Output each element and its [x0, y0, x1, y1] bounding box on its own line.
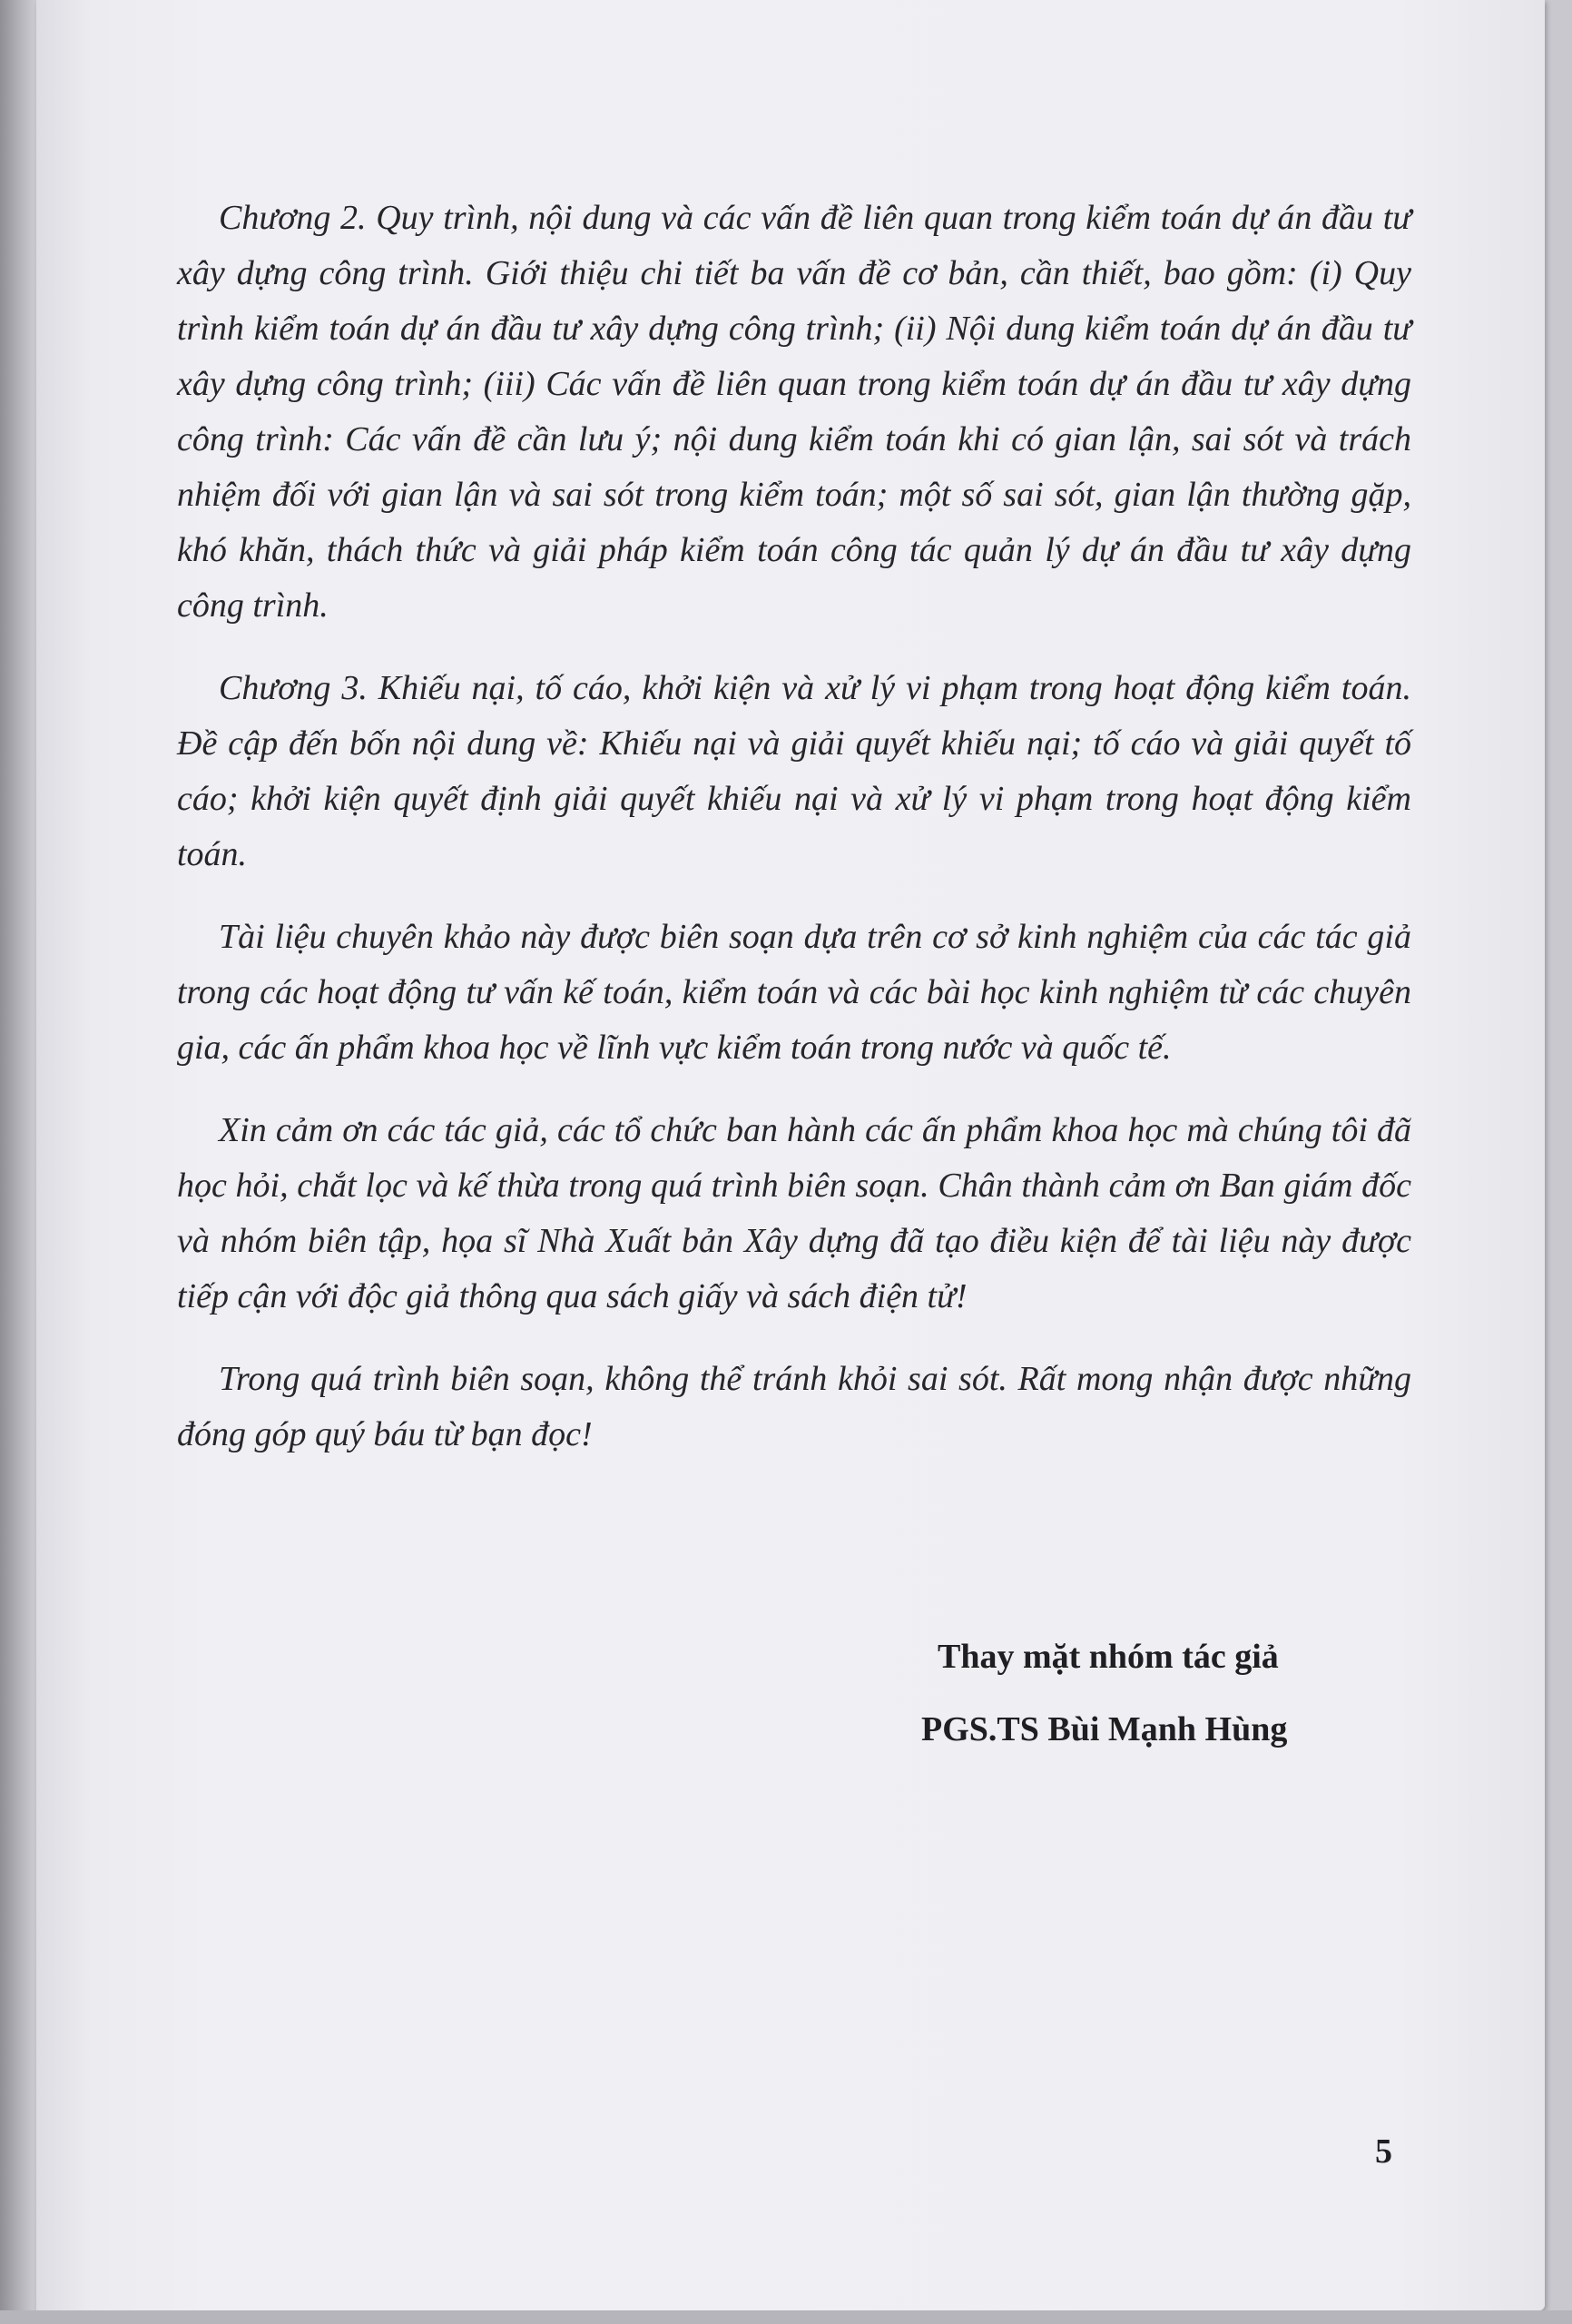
book-page [36, 0, 1545, 2310]
signature-name: PGS.TS Bùi Mạnh Hùng [921, 1710, 1288, 1748]
paragraph-chapter-2: Chương 2. Quy trình, nội dung và các vấn đề liên quan trong kiểm toán dự án đầu tư xây dựng công trình. Giới thiệu chi tiết ba vấn đề cơ bản, cần thiết, bao gồm: (i) Quy trình kiểm toán dự án đầu tư xây dựng công trình; (ii) Nội dung kiểm toán dự án đầu tư xây dựng công trình; (iii) Các vấn đề liên quan trong kiểm toán dự án đầu tư xây dựng công trình: Các vấn đề cần lưu ý; nội dung kiểm toán khi có gian lận, sai sót và trách nhiệm đối với gian lận và sai sót trong kiểm toán; một số sai sót, gian lận thường gặp, khó khăn, thách thức và giải pháp kiểm toán công tác quản lý dự án đầu tư xây dựng công trình. [177, 199, 1411, 625]
paragraph-sources: Tài liệu chuyên khảo này được biên soạn dựa trên cơ sở kinh nghiệm của các tác giả trong các hoạt động tư vấn kế toán, kiểm toán và các bài học kinh nghiệm từ các chuyên gia, các ấn phẩm khoa học về lĩnh vực kiểm toán trong nước và quốc tế. [177, 918, 1411, 1067]
signature-block [921, 1620, 1393, 1766]
page-body [177, 191, 1411, 1490]
paragraph-chapter-3: Chương 3. Khiếu nại, tố cáo, khởi kiện và xử lý vi phạm trong hoạt động kiểm toán. Đề cập đến bốn nội dung về: Khiếu nại và giải quyết khiếu nại; tố cáo và giải quyết tố cáo; khởi kiện quyết định giải quyết khiếu nại và xử lý vi phạm trong hoạt động kiểm toán. [177, 669, 1411, 873]
paragraph-closing: Trong quá trình biên soạn, không thể tránh khỏi sai sót. Rất mong nhận được những đóng góp quý báu từ bạn đọc! [177, 1360, 1411, 1453]
page-number: 5 [1375, 2132, 1392, 2171]
paragraph-acknowledgements: Xin cảm ơn các tác giả, các tổ chức ban hành các ấn phẩm khoa học mà chúng tôi đã học hỏi, chắt lọc và kế thừa trong quá trình biên soạn. Chân thành cảm ơn Ban giám đốc và nhóm biên tập, họa sĩ Nhà Xuất bản Xây dựng đã tạo điều kiện để tài liệu này được tiếp cận với độc giả thông qua sách giấy và sách điện tử! [177, 1111, 1411, 1315]
book-bottom-edge [0, 2310, 1572, 2324]
signature-role: Thay mặt nhóm tác giả [938, 1638, 1279, 1676]
